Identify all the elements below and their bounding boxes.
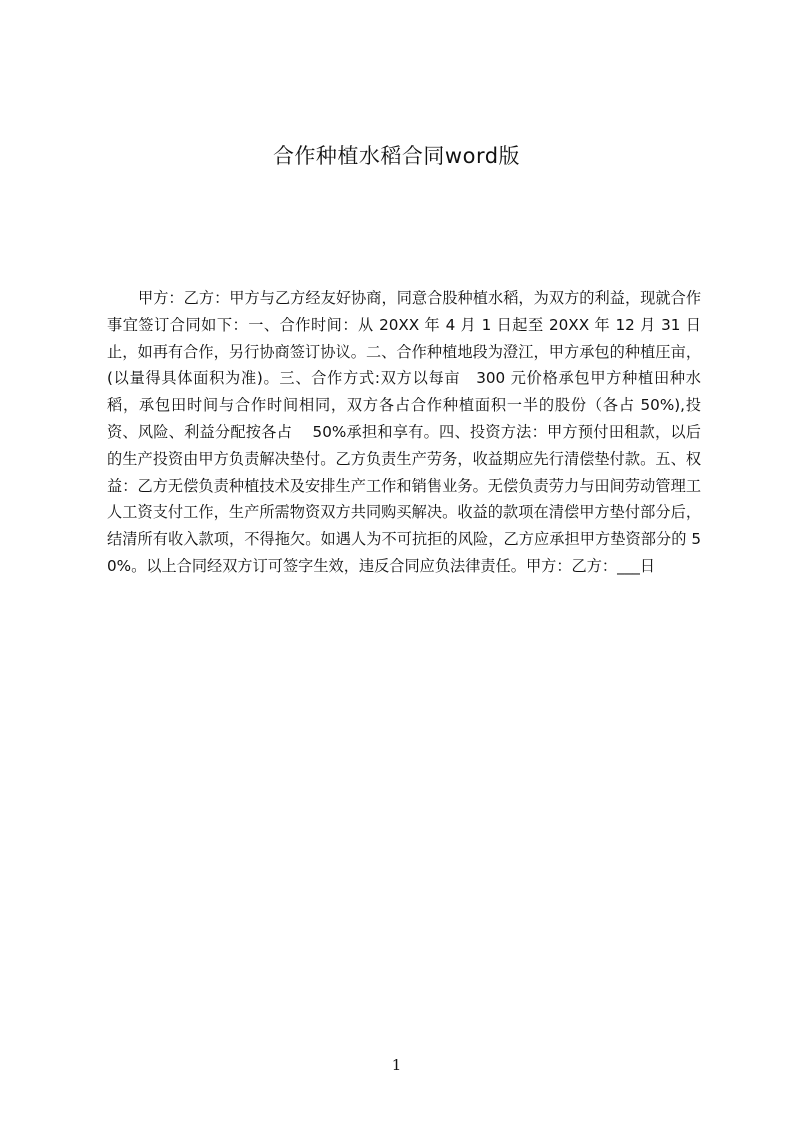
page-number: 1 [391,1056,402,1074]
document-body-paragraph: 甲方：乙方：甲方与乙方经友好协商，同意合股种植水稻，为双方的利益，现就合作事宜签订合同如下：一、合作时间：从 20XX 年 4 月 1 日起至 20XX 年 12 月 31 日止，如再有合作，另行协商签订协议。二、合作种植地段为澄江，甲方承包的种植圧亩，(以量得具体面积为准)。三、合作方式:双方以每亩 300 元价格承包甲方种植田种水稻，承包田时间与合作时间相同，双方各占合作种植面积一半的股份（各占 50%),投资、风险、利益分配按各占 50%承担和享有。四、投资方法：甲方预付田租款，以后的生产投资由甲方负责解决垫付。乙方负责生产劳务，收益期应先行清偿垫付款。五、权益：乙方无偿负责种植技术及安排生产工作和销售业务。无偿负责劳力与田间劳动管理工人工资支付工作，生产所需物资双方共同购买解决。收益的款项在清偿甲方垫付部分后，结清所有收入款项，不得拖欠。如遇人为不可抗拒的风险，乙方应承担甲方垫资部分的 50%。以上合同经双方订可签字生效，违反合同应负法律责任。甲方：乙方：___日 [107,289,701,575]
document-title: 合作种植水稻合同word版 [272,144,521,168]
